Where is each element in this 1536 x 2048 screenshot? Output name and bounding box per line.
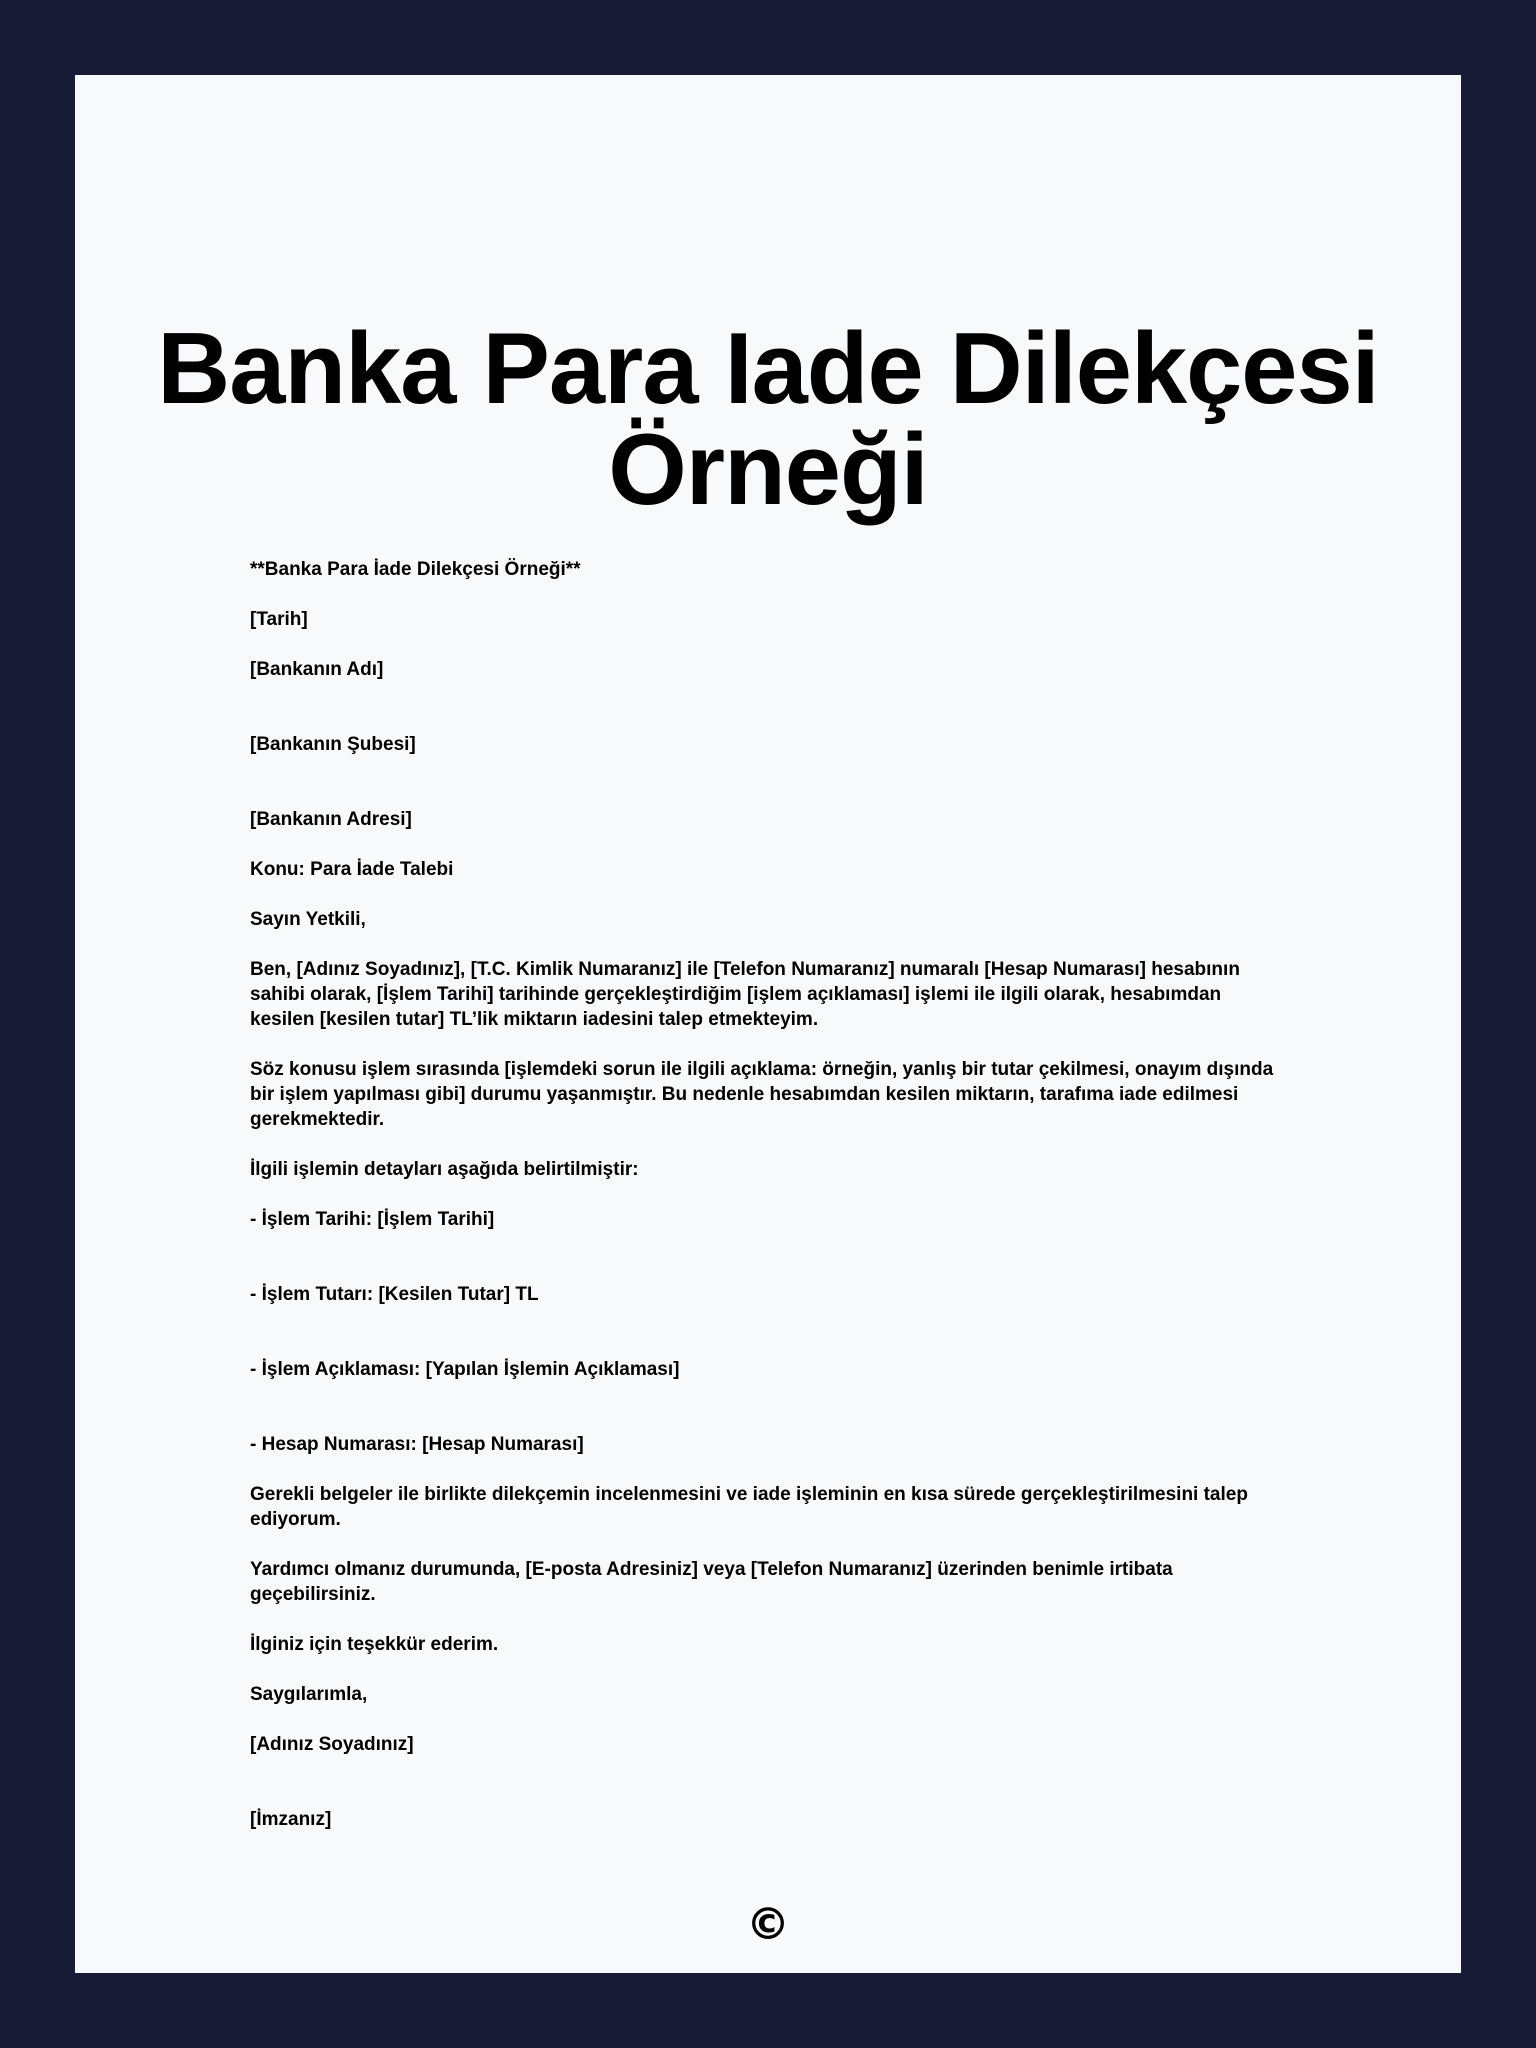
detail-item-date: - İşlem Tarihi: [İşlem Tarihi]: [250, 1209, 495, 1230]
bank-name-placeholder: [Bankanın Adı]: [250, 659, 384, 680]
request-paragraph: Ben, [Adınız Soyadınız], [T.C. Kimlik Numaranız] ile [Telefon Numaranız] numaralı [Hesap Numarası] hesabının sahibi olarak, [İşlem Tarihi] tarihinde gerçekleştirdiğim [işlem açıklaması] işlemi ile ilgili olarak, hesabımdan kesilen [kesilen tutar] TL’lik miktarın iadesini talep etmekteyim.: [250, 959, 1240, 1030]
detail-item-description: - İşlem Açıklaması: [Yapılan İşlemin Açıklaması]: [250, 1359, 680, 1380]
bank-branch-placeholder: [Bankanın Şubesi]: [250, 734, 416, 755]
thanks-line: İlginiz için teşekkür ederim.: [250, 1634, 499, 1655]
page-title: [75, 313, 1461, 526]
salutation: Sayın Yetkili,: [250, 909, 366, 930]
date-placeholder: [Tarih]: [250, 609, 308, 630]
contact-paragraph: Yardımcı olmanız durumunda, [E-posta Adresiniz] veya [Telefon Numaranız] üzerinden benimle irtibata geçebilirsiniz.: [250, 1559, 1173, 1605]
title-line-2: Örneği: [608, 414, 928, 526]
bank-address-placeholder: [Bankanın Adresi]: [250, 809, 412, 830]
subject-line: Konu: Para İade Talebi: [250, 859, 454, 880]
document-page: [75, 75, 1461, 1973]
details-intro: İlgili işlemin detayları aşağıda belirtilmiştir:: [250, 1159, 639, 1180]
name-placeholder: [Adınız Soyadınız]: [250, 1734, 414, 1755]
detail-item-account: - Hesap Numarası: [Hesap Numarası]: [250, 1434, 584, 1455]
title-line-1: Banka Para Iade Dilekçesi: [157, 313, 1379, 425]
signature-placeholder: [İmzanız]: [250, 1809, 332, 1830]
closing-request: Gerekli belgeler ile birlikte dilekçemin incelenmesini ve iade işleminin en kısa sürede gerçekleştirilmesini talep ediyorum.: [250, 1484, 1248, 1530]
sign-off: Saygılarımla,: [250, 1684, 368, 1705]
detail-item-amount: - İşlem Tutarı: [Kesilen Tutar] TL: [250, 1284, 539, 1305]
letter-heading: **Banka Para İade Dilekçesi Örneği**: [250, 559, 581, 580]
copyright-icon: ©: [746, 1899, 790, 1950]
letter-body: [250, 557, 1290, 1857]
issue-paragraph: Söz konusu işlem sırasında [işlemdeki sorun ile ilgili açıklama: örneğin, yanlış bir tutar çekilmesi, onayım dışında bir işlem yapılması gibi] durumu yaşanmıştır. Bu nedenle hesabımdan kesilen miktarın, tarafıma iade edilmesi gerekmektedir.: [250, 1059, 1274, 1130]
